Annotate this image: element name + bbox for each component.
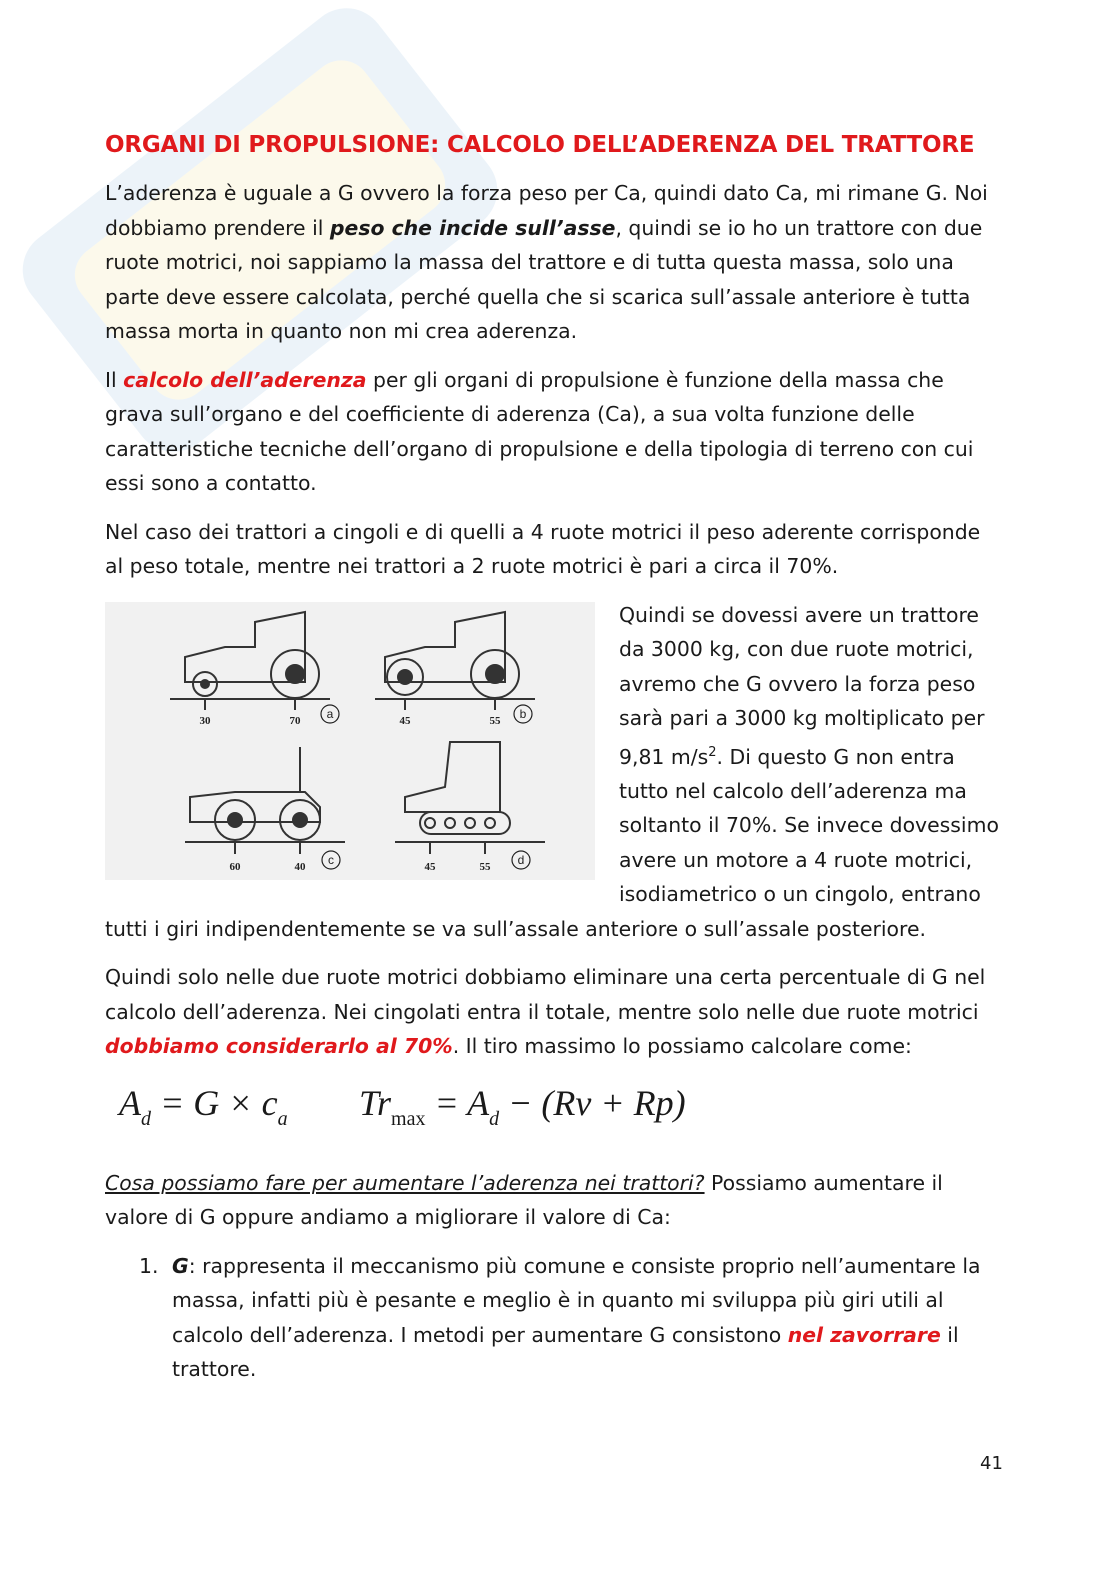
tractor-isodiametric-diagram [185,747,345,854]
panel-d-tag: d [517,852,525,867]
panel-a-tag: a [326,706,334,721]
page-title: ORGANI DI PROPULSIONE: CALCOLO DELL’ADERENZA DEL TRATTORE [105,132,975,158]
page-number: 41 [980,1453,1003,1474]
paragraph-5: Quindi solo nelle due ruote motrici dobbiamo eliminare una certa percentuale di G nel calcolo dell’aderenza. Nei cingolati entra il totale, mentre solo nelle due ruote motrici dobbiamo considerarlo al 70%. Il tiro massimo lo possiamo calcolare come: [105,965,986,1059]
paragraph-3: Nel caso dei trattori a cingoli e di quelli a 4 ruote motrici il peso aderente corrisponde al peso totale, mentre nei trattori a 2 ruote motrici è pari a circa il 70%. [105,519,981,578]
list-item: 1. G: rappresenta il meccanismo più comune e consiste proprio nell’aumentare la massa, infatti più è pesante e meglio è in quanto mi sviluppa più giri utili al calcolo dell’aderenza. I metodi per aumentare G consistono nel zavorrare il trattore. [139,1253,981,1382]
panel-b-rear-value: 55 [489,714,501,727]
panel-b-front-value: 45 [399,714,411,727]
emphasis-settanta-percento: dobbiamo considerarlo al 70% [105,1034,453,1059]
formula-adherence: $A_d = G \times c_a$ [119,1082,288,1130]
tractor-tracked-diagram [395,742,545,854]
formula-max-traction: $Tr_{max} = A_d - (Rv + Rp)$ [359,1082,686,1130]
panel-c-front-value: 60 [229,860,241,873]
paragraph-1: L’aderenza è uguale a G ovvero la forza peso per Ca, quindi dato Ca, mi rimane G. Noi dobbiamo prendere il peso che incide sull’asse, quindi se io ho un trattore con due ruote motrici, noi sappiamo la massa del trattore e di tutta questa massa, solo una parte deve essere calcolata, perché quella che si scarica sull’assale anteriore è tutta massa morta in quanto non mi crea aderenza. [105,181,988,343]
tractor-weight-distribution-figure [105,602,595,880]
panel-a-front-value: 30 [199,714,211,727]
panel-c-rear-value: 40 [294,860,306,873]
panel-a-rear-value: 70 [289,714,301,727]
panel-d-rear-value: 55 [479,860,491,873]
panel-d-front-value: 45 [424,860,436,873]
question-underlined: Cosa possiamo fare per aumentare l’aderenza nei trattori? [105,1170,705,1195]
paragraph-4: Quindi se dovessi avere un trattore da 3000 kg, con due ruote motrici, avremo che G ovvero la forza peso sarà pari a 3000 kg moltiplicato per 9,81 $m/s^2$. Di questo G non entra tutto nel calcolo dell’aderenza ma soltanto il 70%. Se invece dovessimo avere un motore a 4 ruote motrici, isodiametrico o un cingolo, entrano tutti i giri indipendentemente se va sull’assale anteriore o sull’assale posteriore. [105,602,999,941]
emphasis-peso-asse: peso che incide sull’asse [329,215,616,240]
formulas [105,1078,1000,1148]
emphasis-zavorrare: nel zavorrare [787,1322,941,1347]
tractor-4wd-diagram [375,612,535,710]
document-page [105,128,1000,1387]
emphasis-calcolo-aderenza: calcolo dell’aderenza [123,367,367,392]
tractor-diagrams [105,602,595,880]
numbered-list [105,1249,1000,1387]
paragraph-6: Cosa possiamo fare per aumentare l’aderenza nei trattori? Possiamo aumentare il valore di G oppure andiamo a migliorare il valore di Ca: [105,1170,943,1230]
panel-c-tag: c [328,852,334,867]
tractor-2wd-diagram [170,612,330,710]
paragraph-2: Il calcolo dell’aderenza per gli organi di propulsione è funzione della massa che grava sull’organo e del coefficiente di aderenza (Ca), a sua volta funzione delle caratteristiche tecniche dell’organo di propulsione e della tipologia di terreno con cui essi sono a contatto. [105,367,974,495]
panel-b-tag: b [519,706,527,721]
